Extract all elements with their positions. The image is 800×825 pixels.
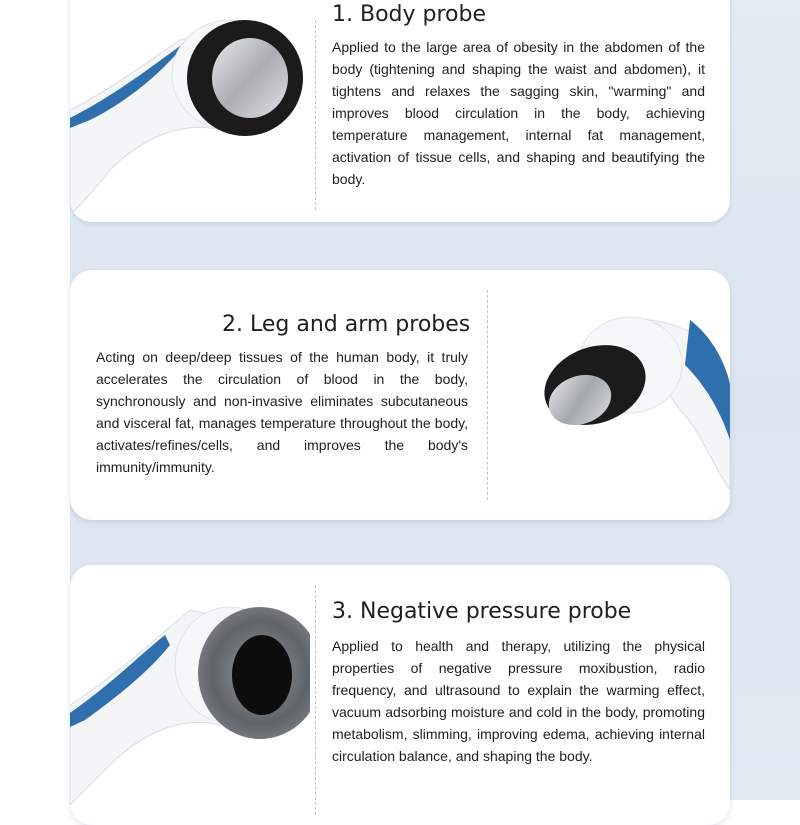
body-probe-card: [70, 0, 730, 222]
leg-arm-probe-image: [510, 290, 730, 510]
section-description: Applied to health and therapy, utilizing the physical properties of negative pressure moxibustion, radio frequency, and ultrasound to explain the warming effect, vacuum adsorbing moisture and cold in the body, promoting metabolism, slimming, improving edema, achieving internal circulation balance, and shaping the body.: [332, 638, 705, 764]
card-divider: [315, 585, 316, 815]
body-probe-image: [70, 0, 310, 220]
card-divider: [315, 20, 316, 210]
negative-pressure-probe-image: [70, 585, 310, 805]
negative-pressure-probe-card: [70, 565, 730, 825]
section-title: 1. Body probe: [332, 2, 486, 27]
section-title: 3. Negative pressure probe: [332, 599, 632, 624]
section-title: 2. Leg and arm probes: [222, 312, 471, 337]
card-divider: [487, 290, 488, 500]
section-description: Applied to the large area of obesity in the abdomen of the body (tightening and shaping the waist and abdomen), it tightens and relaxes the sagging skin, "warming" and improves blood circulation in the body, achieving temperature management, internal fat management, activation of tissue cells, and shaping and beautifying the body.: [332, 39, 705, 187]
leg-arm-probe-card: [70, 270, 730, 520]
section-description: Acting on deep/deep tissues of the human body, it truly accelerates the circulation of blood in the body, synchronously and non-invasive eliminates subcutaneous and visceral fat, manages temperature throughout the body, activates/refines/cells, and improves the body's immunity/immunity.: [96, 349, 468, 475]
